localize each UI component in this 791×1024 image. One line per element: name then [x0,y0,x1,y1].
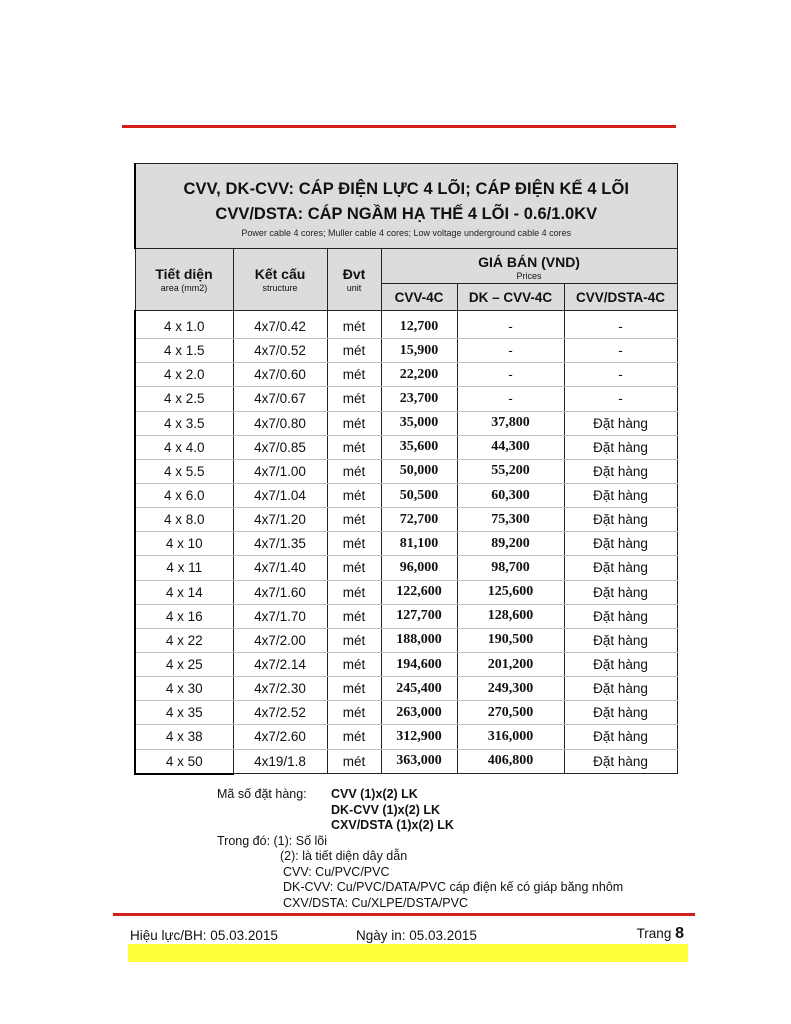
cell-price-cvv: 50,500 [381,483,457,507]
cell-structure: 4x7/1.40 [233,556,327,580]
cell-area: 4 x 1.5 [135,339,233,363]
header-area [135,249,233,311]
cell-price-cvv: 35,600 [381,435,457,459]
where-line-3: CVV: Cu/PVC/PVC [283,864,390,879]
cell-price-cvv: 22,200 [381,363,457,387]
header-structure [233,249,327,311]
cell-unit: mét [327,701,381,725]
cell-unit: mét [327,435,381,459]
cell-unit: mét [327,604,381,628]
cell-price-dk-cvv: 128,600 [457,604,564,628]
table-row [135,483,677,507]
header-area-en: area (mm2) [160,283,208,293]
cell-price-dk-cvv: 60,300 [457,483,564,507]
footer-page-number: 8 [675,925,684,942]
cell-price-cvv: 194,600 [381,652,457,676]
cell-structure: 4x7/0.60 [233,363,327,387]
cell-area: 4 x 11 [135,556,233,580]
cell-price-cvv: 23,700 [381,387,457,411]
table-row [135,604,677,628]
cell-price-cvv-dsta: - [564,311,677,339]
cell-price-dk-cvv: 37,800 [457,411,564,435]
table-row [135,339,677,363]
cell-price-dk-cvv: 75,300 [457,508,564,532]
cell-price-dk-cvv: 316,000 [457,725,564,749]
cell-price-dk-cvv: 201,200 [457,652,564,676]
cell-price-dk-cvv: 190,500 [457,628,564,652]
header-price [381,249,677,284]
table-row [135,459,677,483]
where-label: Trong đó: (1): Số lõi [217,833,328,848]
cell-structure: 4x7/0.67 [233,387,327,411]
cell-area: 4 x 3.5 [135,411,233,435]
footer-effective-date: Hiệu lực/BH: 05.03.2015 [130,928,278,943]
table-row [135,701,677,725]
cell-price-dk-cvv: 249,300 [457,677,564,701]
cell-structure: 4x7/2.00 [233,628,327,652]
cell-price-cvv-dsta: Đặt hàng [564,652,677,676]
cell-price-dk-cvv: - [457,387,564,411]
header-col-cvv-dsta: CVV/DSTA-4C [564,284,677,311]
cell-price-cvv-dsta: Đặt hàng [564,580,677,604]
cell-price-cvv: 35,000 [381,411,457,435]
cell-price-cvv-dsta: Đặt hàng [564,411,677,435]
cell-price-cvv-dsta: Đặt hàng [564,604,677,628]
cell-price-cvv-dsta: Đặt hàng [564,483,677,507]
cell-unit: mét [327,459,381,483]
table-title-block [135,164,677,249]
header-structure-label: Kết cấu [254,266,306,282]
price-table-container [134,163,676,775]
where-line-5: CXV/DSTA: Cu/XLPE/DSTA/PVC [283,895,469,910]
order-code-label: Mã số đặt hàng: [217,787,307,801]
cell-price-cvv-dsta: Đặt hàng [564,532,677,556]
order-notes [217,787,624,911]
cell-unit: mét [327,387,381,411]
cell-price-dk-cvv: 125,600 [457,580,564,604]
page-footer [128,925,688,945]
cell-area: 4 x 5.5 [135,459,233,483]
cell-price-dk-cvv: - [457,339,564,363]
table-row [135,363,677,387]
order-code-dk-cvv: DK-CVV (1)x(2) LK [331,802,441,817]
price-table [134,163,678,775]
footer-print-date: Ngày in: 05.03.2015 [356,928,477,943]
cell-price-cvv: 72,700 [381,508,457,532]
cell-price-cvv: 15,900 [381,339,457,363]
table-row [135,677,677,701]
cell-price-cvv-dsta: - [564,363,677,387]
cell-unit: mét [327,580,381,604]
cell-price-dk-cvv: 98,700 [457,556,564,580]
cell-price-cvv: 127,700 [381,604,457,628]
cell-structure: 4x7/2.14 [233,652,327,676]
cell-structure: 4x7/0.52 [233,339,327,363]
footer-page [637,925,684,943]
cell-structure: 4x19/1.8 [233,749,327,774]
cell-price-cvv: 122,600 [381,580,457,604]
cell-area: 4 x 4.0 [135,435,233,459]
table-row [135,435,677,459]
cell-unit: mét [327,532,381,556]
cell-price-dk-cvv: - [457,363,564,387]
cell-area: 4 x 30 [135,677,233,701]
header-unit [327,249,381,311]
cell-price-cvv-dsta: Đặt hàng [564,749,677,774]
table-row [135,311,677,339]
cell-area: 4 x 16 [135,604,233,628]
cell-price-cvv-dsta: - [564,339,677,363]
header-price-label: GIÁ BÁN (VND) [478,253,580,270]
header-area-label: Tiết diện [155,266,213,282]
cell-price-dk-cvv: - [457,311,564,339]
cell-structure: 4x7/1.20 [233,508,327,532]
cell-unit: mét [327,677,381,701]
cell-unit: mét [327,725,381,749]
table-title-line2: CVV/DSTA: CÁP NGẦM HẠ THẾ 4 LÕI - 0.6/1.0KV [215,205,598,223]
table-row [135,411,677,435]
table-row [135,725,677,749]
cell-area: 4 x 25 [135,652,233,676]
table-subtitle: Power cable 4 cores; Muller cable 4 cores; Low voltage underground cable 4 cores [241,228,572,238]
table-row [135,508,677,532]
cell-price-cvv: 81,100 [381,532,457,556]
cell-unit: mét [327,652,381,676]
cell-unit: mét [327,311,381,339]
cell-unit: mét [327,628,381,652]
cell-structure: 4x7/2.30 [233,677,327,701]
footer-page-label: Trang [636,926,672,941]
where-line-4: DK-CVV: Cu/PVC/DATA/PVC cáp điện kế có giáp băng nhôm [283,880,624,894]
cell-unit: mét [327,749,381,774]
cell-area: 4 x 14 [135,580,233,604]
cell-structure: 4x7/2.52 [233,701,327,725]
cell-unit: mét [327,508,381,532]
cell-price-cvv-dsta: Đặt hàng [564,459,677,483]
cell-unit: mét [327,483,381,507]
cell-structure: 4x7/0.85 [233,435,327,459]
cell-structure: 4x7/0.80 [233,411,327,435]
cell-area: 4 x 35 [135,701,233,725]
header-structure-en: structure [262,283,298,293]
where-line-2: (2): là tiết diện dây dẫn [280,849,408,863]
cell-structure: 4x7/1.70 [233,604,327,628]
cell-area: 4 x 2.5 [135,387,233,411]
cell-area: 4 x 10 [135,532,233,556]
order-code-cvv: CVV (1)x(2) LK [331,787,418,801]
cell-price-cvv-dsta: Đặt hàng [564,435,677,459]
cell-price-cvv-dsta: Đặt hàng [564,508,677,532]
cell-unit: mét [327,363,381,387]
table-row [135,387,677,411]
cell-area: 4 x 2.0 [135,363,233,387]
table-row [135,652,677,676]
header-unit-label: Đvt [342,266,366,282]
cell-price-cvv-dsta: Đặt hàng [564,725,677,749]
header-unit-en: unit [346,283,362,293]
footer-highlight-bar [128,944,688,962]
cell-price-dk-cvv: 44,300 [457,435,564,459]
cell-structure: 4x7/1.00 [233,459,327,483]
cell-area: 4 x 1.0 [135,311,233,339]
cell-price-dk-cvv: 270,500 [457,701,564,725]
table-title-line1: CVV, DK-CVV: CÁP ĐIỆN LỰC 4 LÕI; CÁP ĐIỆN KẾ 4 LÕI [183,180,630,198]
bottom-divider [113,913,695,916]
cell-area: 4 x 50 [135,749,233,774]
header-price-en: Prices [516,270,542,281]
table-row [135,532,677,556]
cell-price-dk-cvv: 89,200 [457,532,564,556]
cell-price-dk-cvv: 406,800 [457,749,564,774]
cell-structure: 4x7/1.60 [233,580,327,604]
cell-price-cvv-dsta: Đặt hàng [564,556,677,580]
cell-price-cvv: 263,000 [381,701,457,725]
cell-price-cvv: 188,000 [381,628,457,652]
cell-price-dk-cvv: 55,200 [457,459,564,483]
cell-price-cvv: 12,700 [381,311,457,339]
cell-area: 4 x 6.0 [135,483,233,507]
cell-area: 4 x 8.0 [135,508,233,532]
cell-unit: mét [327,411,381,435]
cell-price-cvv: 96,000 [381,556,457,580]
cell-price-cvv: 312,900 [381,725,457,749]
table-row [135,556,677,580]
order-code-cxv-dsta: CXV/DSTA (1)x(2) LK [331,818,454,832]
cell-price-cvv: 50,000 [381,459,457,483]
header-col-cvv: CVV-4C [381,284,457,311]
cell-structure: 4x7/1.35 [233,532,327,556]
cell-price-cvv: 363,000 [381,749,457,774]
cell-unit: mét [327,339,381,363]
cell-price-cvv: 245,400 [381,677,457,701]
table-row [135,580,677,604]
header-col-dk-cvv: DK – CVV-4C [457,284,564,311]
cell-structure: 4x7/2.60 [233,725,327,749]
table-row [135,749,677,774]
cell-price-cvv-dsta: Đặt hàng [564,677,677,701]
cell-price-cvv-dsta: - [564,387,677,411]
cell-price-cvv-dsta: Đặt hàng [564,628,677,652]
cell-structure: 4x7/0.42 [233,311,327,339]
cell-area: 4 x 38 [135,725,233,749]
cell-price-cvv-dsta: Đặt hàng [564,701,677,725]
cell-unit: mét [327,556,381,580]
cell-area: 4 x 22 [135,628,233,652]
cell-structure: 4x7/1.04 [233,483,327,507]
top-divider [122,125,676,128]
table-row [135,628,677,652]
